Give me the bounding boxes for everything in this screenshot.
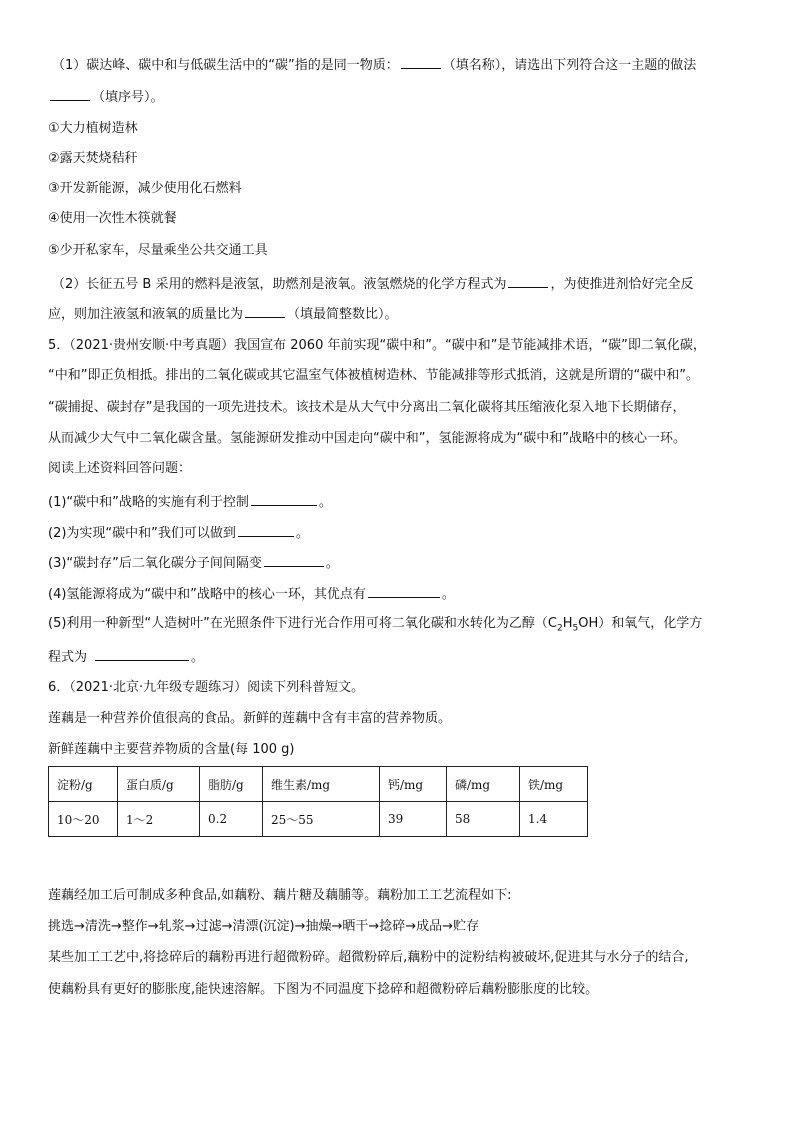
- subscript: 2: [556, 623, 563, 634]
- q6-title: 6．（2021·北京·九年级专题练习）阅读下列科普短文。: [48, 680, 365, 695]
- q5-stem-line2: “中和”即正负相抵。排出的二氧化碳或其它温室气体被植树造林、节能减排等形式抵消，这就是所谓的“碳中和”。: [48, 368, 699, 383]
- q5-sub1-text: (1)“碳中和”战略的实施有利于控制: [48, 495, 249, 510]
- q4-option-4: ④使用一次性木筷就餐: [48, 211, 177, 226]
- q6-para2-line1: 某些加工工艺中,将捻碎后的藕粉再进行超微粉碎。超微粉碎后,藕粉中的淀粉结构被破坏,促进其与水分子的结合,: [48, 950, 689, 965]
- q5-sub3-text: (3)“碳封存”后二氧化碳分子间间隔变: [48, 556, 262, 571]
- table-row: [49, 802, 588, 837]
- answer-blank[interactable]: [508, 273, 548, 288]
- answer-blank[interactable]: [238, 522, 294, 537]
- table-cell: 1.4: [520, 802, 588, 837]
- q4-option-3: ③开发新能源，减少使用化石燃料: [48, 181, 242, 196]
- answer-blank[interactable]: [251, 491, 317, 506]
- nutrition-table: [48, 766, 588, 837]
- table-header-cell: 蛋白质/g: [118, 767, 200, 802]
- table-header-cell: 磷/mg: [447, 767, 520, 802]
- q4-part1-line2: [48, 86, 164, 108]
- period: 。: [325, 556, 339, 571]
- q5-stem-line4: 从而减少大气中二氧化碳含量。氢能源研发推动中国走向“碳中和”，氢能源将成为“碳中和”战略中的核心一环。: [48, 431, 686, 446]
- table-cell: 10～20: [49, 802, 118, 837]
- table-cell: 0.2: [200, 802, 263, 837]
- table-cell: 58: [447, 802, 520, 837]
- answer-blank[interactable]: [245, 303, 285, 318]
- q4-p2-text-b: ，为使推进剂恰好完全反: [550, 277, 694, 292]
- table-cell: 1～2: [118, 802, 200, 837]
- q5-sub3: [48, 552, 339, 574]
- q5-sub5-text-c: 程式为: [48, 650, 88, 665]
- subscript: 5: [572, 623, 579, 634]
- q5-sub4: [48, 583, 455, 605]
- q4-p2-text-a: （2）长征五号 B 采用的燃料是液氢，助燃剂是液氧。液氢燃烧的化学方程式为: [52, 277, 507, 292]
- q4-option-2: ②露天焚烧秸秆: [48, 151, 138, 166]
- q5-stem-line3: “碳捕捉、碳封存”是我国的一项先进技术。该技术是从大气中分离出二氧化碳将其压缩液化泵入地下长期储存，: [48, 400, 686, 415]
- period: 。: [191, 650, 205, 665]
- table-cell: 25～55: [263, 802, 380, 837]
- q4-option-1: ①大力植树造林: [48, 121, 138, 136]
- table-caption: 新鲜莲藕中主要营养物质的含量(每 100 g): [48, 742, 295, 757]
- answer-blank[interactable]: [95, 646, 189, 661]
- answer-blank[interactable]: [368, 583, 440, 598]
- answer-blank[interactable]: [264, 552, 324, 567]
- q5-sub5-text-a: (5)利用一种新型“人造树叶”在光照条件下进行光合作用可将二氧化碳和水转化为乙醇（C: [48, 616, 557, 631]
- answer-blank[interactable]: [401, 54, 441, 69]
- q6-para1: 莲藕经加工后可制成多种食品,如藕粉、藕片糖及藕脯等。藕粉加工工艺流程如下:: [48, 888, 512, 903]
- period: 。: [441, 587, 455, 602]
- period: 。: [295, 526, 309, 541]
- table-header-cell: 脂肪/g: [200, 767, 263, 802]
- formula-h: H: [562, 616, 573, 631]
- q4-p2-text-c: 应，则加注液氢和液氧的质量比为: [48, 307, 244, 322]
- q4-p1-text-b: （填名称），请选出下列符合这一主题的做法: [442, 58, 697, 73]
- q4-p1-text-a: （1）碳达峰、碳中和与低碳生活中的“碳”指的是同一物质：: [52, 58, 399, 73]
- table-header-row: [49, 767, 588, 802]
- q5-sub5-line2: [48, 646, 204, 668]
- table-header-cell: 维生素/mg: [263, 767, 380, 802]
- q4-p2-text-d: （填最简整数比）。: [287, 307, 398, 322]
- table-header-cell: 铁/mg: [520, 767, 588, 802]
- q6-process-flow: 挑选→清洗→整作→轧浆→过滤→清漂(沉淀)→抽燥→晒干→捻碎→成品→贮存: [48, 919, 480, 934]
- answer-blank[interactable]: [50, 86, 90, 101]
- q4-option-5: ⑤少开私家车，尽量乘坐公共交通工具: [48, 243, 268, 258]
- q6-para2-line2: 使藕粉具有更好的膨胀度,能快速溶解。下图为不同温度下捻碎和超微粉碎后藕粉膨胀度的比较。: [48, 982, 599, 997]
- q4-part1-line1: [48, 54, 696, 76]
- q5-sub5-text-b: OH）和氧气，化学方: [578, 616, 703, 631]
- q5-stem-line1: 5．（2021·贵州安顺·中考真题）我国宣布 2060 年前实现“碳中和”。“碳中和”是节能减排术语，“碳”即二氧化碳，: [48, 338, 706, 353]
- q5-sub4-text: (4)氢能源将成为“碳中和”战略中的核心一环，其优点有: [48, 587, 366, 602]
- q4-part2-line2: [48, 303, 398, 325]
- table-cell: 39: [380, 802, 447, 837]
- table-header-cell: 淀粉/g: [49, 767, 118, 802]
- q5-sub1: [48, 491, 332, 513]
- q6-intro: 莲藕是一种营养价值很高的食品。新鲜的莲藕中含有丰富的营养物质。: [48, 711, 452, 726]
- q4-p1-text-c: （填序号）。: [92, 90, 164, 105]
- q5-sub2-text: (2)为实现“碳中和”我们可以做到: [48, 526, 236, 541]
- q5-sub5-line1: [48, 614, 702, 639]
- table-header-cell: 钙/mg: [380, 767, 447, 802]
- period: 。: [318, 495, 332, 510]
- q5-sub2: [48, 522, 309, 544]
- q5-stem-line5: 阅读上述资料回答问题：: [48, 461, 192, 476]
- q4-part2-line1: [48, 273, 693, 295]
